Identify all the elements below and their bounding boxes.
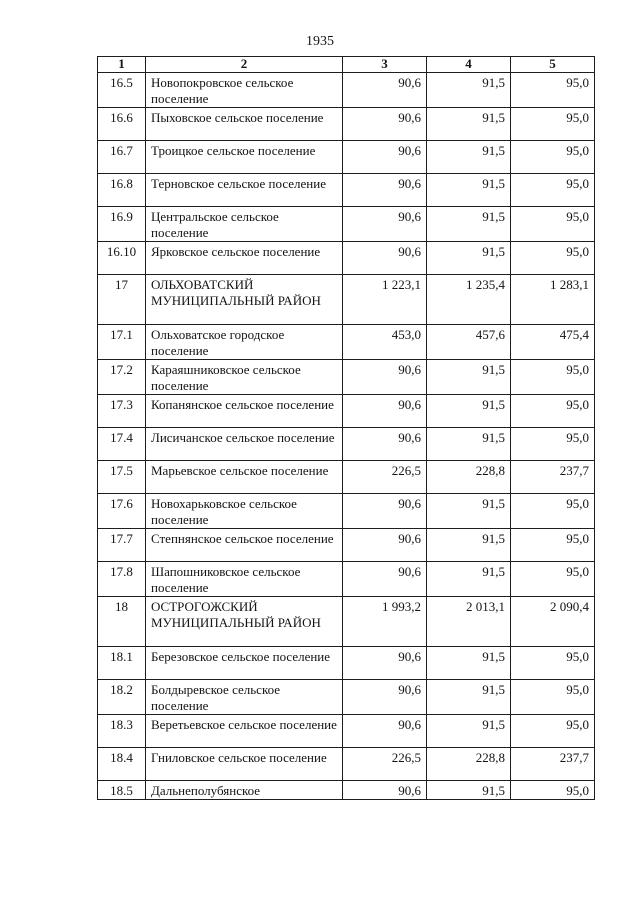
row-name: Новопокровское сельское поселение bbox=[146, 73, 343, 108]
row-code: 16.6 bbox=[98, 108, 146, 141]
row-name: Центральское сельское поселение bbox=[146, 207, 343, 242]
row-name: Шапошниковское сельское поселение bbox=[146, 562, 343, 597]
row-value-5: 1 283,1 bbox=[511, 275, 595, 325]
row-code: 16.10 bbox=[98, 242, 146, 275]
row-value-4: 457,6 bbox=[427, 325, 511, 360]
table-row bbox=[98, 73, 595, 108]
row-name: Копанянское сельское поселение bbox=[146, 395, 343, 428]
row-code: 18.4 bbox=[98, 748, 146, 781]
row-value-4: 91,5 bbox=[427, 174, 511, 207]
row-value-3: 90,6 bbox=[343, 242, 427, 275]
row-value-5: 95,0 bbox=[511, 428, 595, 461]
table-row bbox=[98, 360, 595, 395]
row-value-4: 91,5 bbox=[427, 529, 511, 562]
row-name: Дальнеполубянское bbox=[146, 781, 343, 800]
row-code: 18.5 bbox=[98, 781, 146, 800]
row-name: Лисичанское сельское поселение bbox=[146, 428, 343, 461]
row-code: 18.1 bbox=[98, 647, 146, 680]
row-value-4: 91,5 bbox=[427, 141, 511, 174]
row-value-3: 90,6 bbox=[343, 395, 427, 428]
table-row bbox=[98, 207, 595, 242]
row-value-3: 226,5 bbox=[343, 461, 427, 494]
row-value-5: 95,0 bbox=[511, 141, 595, 174]
row-value-3: 90,6 bbox=[343, 207, 427, 242]
column-header: 4 bbox=[427, 57, 511, 73]
row-value-3: 90,6 bbox=[343, 781, 427, 800]
row-value-3: 1 223,1 bbox=[343, 275, 427, 325]
table-row bbox=[98, 562, 595, 597]
column-header: 2 bbox=[146, 57, 343, 73]
table-row bbox=[98, 781, 595, 800]
row-name: ОСТРОГОЖСКИЙ МУНИЦИПАЛЬНЫЙ РАЙОН bbox=[146, 597, 343, 647]
row-value-5: 95,0 bbox=[511, 494, 595, 529]
row-code: 16.5 bbox=[98, 73, 146, 108]
table-row bbox=[98, 428, 595, 461]
row-value-3: 90,6 bbox=[343, 108, 427, 141]
row-value-4: 228,8 bbox=[427, 461, 511, 494]
row-name: Марьевское сельское поселение bbox=[146, 461, 343, 494]
budget-table bbox=[97, 56, 595, 800]
row-value-4: 91,5 bbox=[427, 360, 511, 395]
row-value-3: 90,6 bbox=[343, 647, 427, 680]
header-row bbox=[98, 57, 595, 73]
row-code: 17.2 bbox=[98, 360, 146, 395]
table-row bbox=[98, 494, 595, 529]
row-code: 17.4 bbox=[98, 428, 146, 461]
row-value-3: 90,6 bbox=[343, 715, 427, 748]
row-value-3: 90,6 bbox=[343, 73, 427, 108]
table-row bbox=[98, 174, 595, 207]
row-value-5: 95,0 bbox=[511, 529, 595, 562]
table-row bbox=[98, 748, 595, 781]
row-code: 18 bbox=[98, 597, 146, 647]
row-code: 17.1 bbox=[98, 325, 146, 360]
row-value-3: 90,6 bbox=[343, 174, 427, 207]
row-value-5: 475,4 bbox=[511, 325, 595, 360]
table-row bbox=[98, 108, 595, 141]
table-row bbox=[98, 597, 595, 647]
table-body bbox=[98, 73, 595, 800]
row-value-4: 91,5 bbox=[427, 207, 511, 242]
column-header: 3 bbox=[343, 57, 427, 73]
row-name: Новохарьковское сельское поселение bbox=[146, 494, 343, 529]
row-code: 16.9 bbox=[98, 207, 146, 242]
table-row bbox=[98, 242, 595, 275]
row-name: Троицкое сельское поселение bbox=[146, 141, 343, 174]
table-row bbox=[98, 647, 595, 680]
row-value-5: 95,0 bbox=[511, 715, 595, 748]
row-name: Ярковское сельское поселение bbox=[146, 242, 343, 275]
row-value-3: 90,6 bbox=[343, 141, 427, 174]
table-row bbox=[98, 395, 595, 428]
table-row bbox=[98, 461, 595, 494]
row-code: 17.7 bbox=[98, 529, 146, 562]
row-name: Караяшниковское сельское поселение bbox=[146, 360, 343, 395]
row-name: Гниловское сельское поселение bbox=[146, 748, 343, 781]
row-code: 16.8 bbox=[98, 174, 146, 207]
table-row bbox=[98, 715, 595, 748]
row-value-4: 228,8 bbox=[427, 748, 511, 781]
row-code: 17.3 bbox=[98, 395, 146, 428]
row-value-3: 90,6 bbox=[343, 360, 427, 395]
row-value-5: 95,0 bbox=[511, 207, 595, 242]
row-value-4: 91,5 bbox=[427, 242, 511, 275]
row-name: Степнянское сельское поселение bbox=[146, 529, 343, 562]
row-value-5: 95,0 bbox=[511, 242, 595, 275]
page-number: 1935 bbox=[306, 34, 334, 49]
row-value-4: 91,5 bbox=[427, 428, 511, 461]
row-value-4: 91,5 bbox=[427, 562, 511, 597]
row-code: 17.5 bbox=[98, 461, 146, 494]
table-row bbox=[98, 275, 595, 325]
row-value-5: 95,0 bbox=[511, 73, 595, 108]
row-value-3: 226,5 bbox=[343, 748, 427, 781]
row-value-3: 453,0 bbox=[343, 325, 427, 360]
row-code: 17 bbox=[98, 275, 146, 325]
row-code: 17.6 bbox=[98, 494, 146, 529]
row-code: 17.8 bbox=[98, 562, 146, 597]
row-value-3: 90,6 bbox=[343, 680, 427, 715]
row-name: Болдыревское сельское поселение bbox=[146, 680, 343, 715]
row-value-4: 91,5 bbox=[427, 395, 511, 428]
row-name: ОЛЬХОВАТСКИЙ МУНИЦИПАЛЬНЫЙ РАЙОН bbox=[146, 275, 343, 325]
row-value-4: 91,5 bbox=[427, 781, 511, 800]
row-value-5: 95,0 bbox=[511, 680, 595, 715]
row-value-3: 90,6 bbox=[343, 428, 427, 461]
row-name: Веретьевское сельское поселение bbox=[146, 715, 343, 748]
row-value-4: 91,5 bbox=[427, 715, 511, 748]
row-value-4: 91,5 bbox=[427, 680, 511, 715]
row-value-5: 95,0 bbox=[511, 562, 595, 597]
row-value-3: 90,6 bbox=[343, 494, 427, 529]
row-value-5: 95,0 bbox=[511, 174, 595, 207]
row-value-5: 2 090,4 bbox=[511, 597, 595, 647]
column-header: 1 bbox=[98, 57, 146, 73]
row-code: 18.3 bbox=[98, 715, 146, 748]
row-value-5: 95,0 bbox=[511, 108, 595, 141]
row-value-3: 90,6 bbox=[343, 529, 427, 562]
row-value-4: 91,5 bbox=[427, 108, 511, 141]
table-row bbox=[98, 529, 595, 562]
row-value-4: 91,5 bbox=[427, 647, 511, 680]
row-value-4: 91,5 bbox=[427, 73, 511, 108]
column-header: 5 bbox=[511, 57, 595, 73]
row-code: 16.7 bbox=[98, 141, 146, 174]
row-value-5: 95,0 bbox=[511, 781, 595, 800]
table-row bbox=[98, 680, 595, 715]
row-value-5: 237,7 bbox=[511, 748, 595, 781]
row-name: Ольховатское городское поселение bbox=[146, 325, 343, 360]
row-value-4: 1 235,4 bbox=[427, 275, 511, 325]
row-name: Пыховское сельское поселение bbox=[146, 108, 343, 141]
row-value-5: 237,7 bbox=[511, 461, 595, 494]
row-name: Терновское сельское поселение bbox=[146, 174, 343, 207]
row-value-3: 90,6 bbox=[343, 562, 427, 597]
row-value-5: 95,0 bbox=[511, 647, 595, 680]
row-value-4: 2 013,1 bbox=[427, 597, 511, 647]
row-value-5: 95,0 bbox=[511, 395, 595, 428]
table-row bbox=[98, 325, 595, 360]
row-name: Березовское сельское поселение bbox=[146, 647, 343, 680]
row-value-5: 95,0 bbox=[511, 360, 595, 395]
row-value-3: 1 993,2 bbox=[343, 597, 427, 647]
row-value-4: 91,5 bbox=[427, 494, 511, 529]
table-row bbox=[98, 141, 595, 174]
row-code: 18.2 bbox=[98, 680, 146, 715]
